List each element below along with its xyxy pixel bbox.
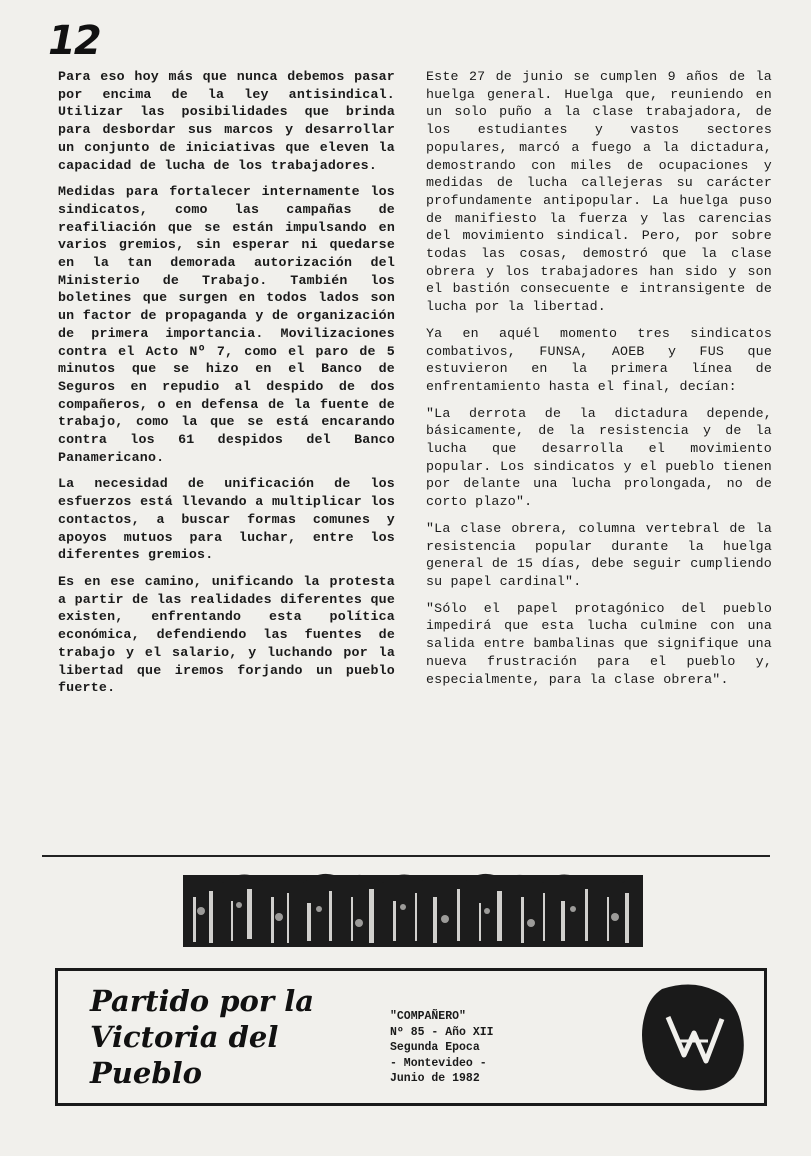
- publication-title: "COMPAÑERO": [390, 1010, 466, 1023]
- city: - Montevideo -: [390, 1056, 487, 1070]
- quote-paragraph: "La clase obrera, columna vertebral de la resistencia popular durante la huelga general de 15 días, debe seguir cumpliendo su papel cardinal".: [426, 520, 772, 589]
- right-column: [426, 68, 772, 697]
- quote-paragraph: "La derrota de la dictadura depende, básicamente, de la resistencia y de la lucha que desarrolla el movimiento popular. Los sindicatos y el pueblo tienen por delante una lucha prolongada, no de corto plazo".: [426, 405, 772, 510]
- party-name: [90, 983, 314, 1091]
- party-name-line: Pueblo: [90, 1056, 202, 1090]
- page-number: 12: [48, 18, 100, 64]
- left-paragraph: Medidas para fortalecer internamente los sindicatos, como las campañas de reafiliación que se están impulsando en varios gremios, sin esperar ni quedarse en la tan demorada autorización del Ministerio de Trabajo. También los boletines que surgen en todos lados son un factor de propaganda y de organización de primera importancia. Movilizaciones contra el Acto Nº 7, como el paro de 5 minutos que se hizo en el Banco de Seguros en repudio al despido de dos compañeros, o en defensa de la fuente de trabajo, como la que se está encarando contra los 61 despidos del Banco Panamericano.: [58, 184, 395, 465]
- left-paragraph: Es en ese camino, unificando la protesta a partir de las realidades diferentes que existen, enfrentando esta política económica, defendiendo las fuentes de trabajo y el salario, y luchando por la libertad que iremos forjando un pueblo fuerte.: [58, 573, 395, 696]
- issue-date: Junio de 1982: [390, 1072, 480, 1085]
- publication-info: [390, 1009, 494, 1087]
- right-paragraph: Ya en aquél momento tres sindicatos combativos, FUNSA, AOEB y FUS que estuvieron en la primera línea de enfrentamiento hasta el final, decían:: [426, 325, 772, 394]
- section-divider: [42, 855, 770, 857]
- quote-paragraph: "Sólo el papel protagónico del pueblo impedirá que esta lucha culmine con una salida entre bambalinas que signifique una nueva frustración para el pueblo y, especialmente, para la clase obrera".: [426, 600, 772, 687]
- left-paragraph: Para eso hoy más que nunca debemos pasar por encima de la ley antisindical. Utilizar las posibilidades que brinda para desbordar sus marcos y desarrollar un conjunto de iniciativas que eleven la capacidad de lucha de los trabajadores.: [58, 69, 395, 173]
- right-paragraph: Este 27 de junio se cumplen 9 años de la huelga general. Huelga que, reuniendo en un solo puño a la clase trabajadora, de los estudiantes y vastos sectores populares, marcó a fuego a la dictadura, demostrando con miles de ocupaciones y medidas de lucha callejeras su carácter profundamente antipopular. La huelga puso de manifiesto la fuerza y las carencias del movimiento sindical. Pero, por sobre todas las cosas, demostró que la clase obrera y los trabajadores han sido y son el bastión consecuente e intransigente de lucha por la libertad.: [426, 69, 772, 315]
- issue-number: Nº 85 - Año XII: [390, 1025, 494, 1039]
- left-paragraph: La necesidad de unificación de los esfuerzos está llevando a multiplicar los contactos, a buscar formas comunes y apoyos mutuos para luchar, entre los diferentes gremios.: [58, 476, 395, 563]
- masthead-box: [55, 968, 767, 1106]
- crowd-illustration: [183, 867, 643, 947]
- edition: Segunda Epoca: [390, 1041, 480, 1054]
- party-name-line: Victoria del: [90, 1020, 279, 1054]
- left-column: [58, 68, 395, 706]
- pvp-emblem-icon: [638, 981, 748, 1095]
- party-name-line: Partido por la: [90, 984, 315, 1018]
